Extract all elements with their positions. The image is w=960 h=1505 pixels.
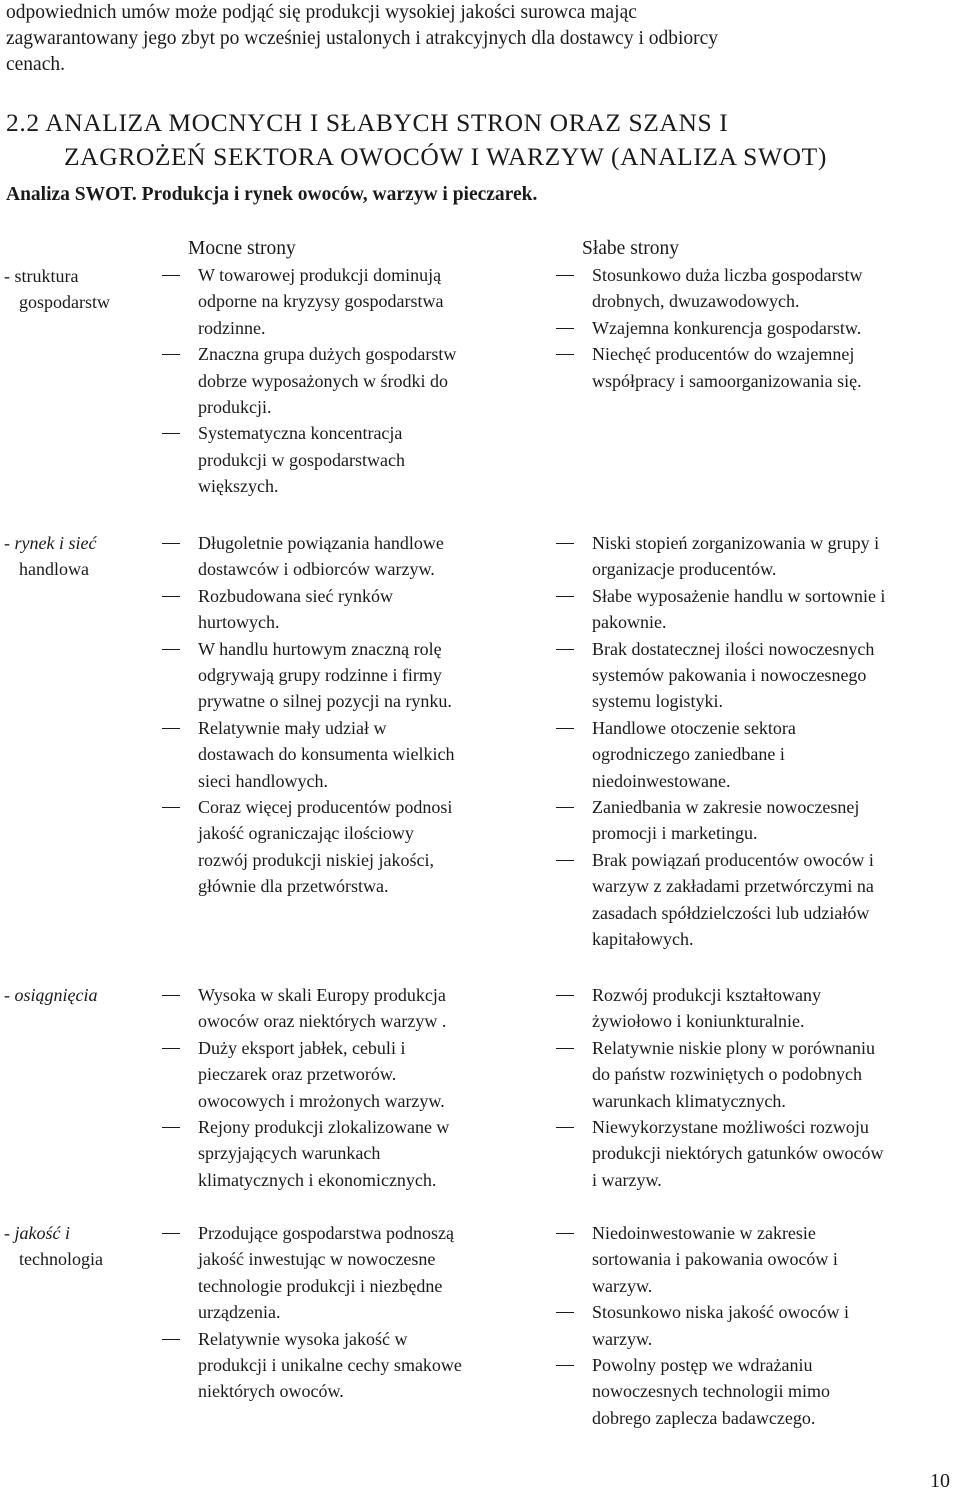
dash-bullet-icon [162, 807, 180, 808]
strengths-column [160, 236, 532, 500]
dash-bullet-icon [556, 1233, 574, 1234]
list-item-line: Coraz więcej producentów podnosi [198, 797, 453, 818]
list-item-line: Słabe wyposażenie handlu w sortownie i [592, 585, 886, 606]
dash-bullet-icon [556, 860, 574, 861]
list-item-line: jakość inwestując w nowoczesne [198, 1249, 436, 1270]
list-item-line: Stosunkowo niska jakość owoców i [592, 1302, 849, 1323]
list-item [160, 530, 532, 583]
list-item [554, 1299, 960, 1352]
list-item-line: dobrze wyposażonych w środki do [198, 370, 448, 391]
list-item [554, 583, 960, 636]
list-item-line: produkcji w gospodarstwach [198, 449, 405, 470]
dash-bullet-icon [556, 1365, 574, 1366]
weaknesses-column [554, 1220, 960, 1431]
list-item-line: Rozbudowana sieć rynków [198, 585, 393, 606]
table-subtitle: Analiza SWOT. Produkcja i rynek owoców, warzyw i pieczarek. [6, 184, 538, 205]
list-item-line: Wzajemna konkurencja gospodarstw. [592, 317, 862, 338]
row-label [4, 1220, 154, 1273]
list-item-line: do państw rozwiniętych o podobnych [592, 1064, 862, 1085]
list-item-line: owoców oraz niektórych warzyw . [198, 1011, 447, 1032]
list-item [554, 1035, 960, 1114]
heading-line: 2.2 ANALIZA MOCNYCH I SŁABYCH STRON ORAZ SZANS I [6, 108, 729, 137]
list-item-line: Relatywnie mały udział w [198, 717, 387, 738]
list-item-line: sortowania i pakowania owoców i [592, 1249, 838, 1270]
strengths-header: Mocne strony [188, 238, 296, 259]
intro-paragraph [6, 0, 954, 78]
list-item-line: produkcji. [198, 397, 272, 418]
list-item [160, 794, 532, 900]
list-item-line: prywatne o silnej pozycji na rynku. [198, 691, 452, 712]
row-label-line: - rynek i sieć [4, 533, 97, 553]
dash-bullet-icon [162, 275, 180, 276]
list-item-line: organizacje producentów. [592, 559, 777, 580]
weaknesses-column [554, 236, 960, 394]
row-label [4, 982, 154, 1008]
list-item-line: Rejony produkcji zlokalizowane w [198, 1117, 450, 1138]
list-item [554, 847, 960, 953]
dash-bullet-icon [556, 1127, 574, 1128]
strengths-column [160, 530, 532, 900]
weaknesses-list [554, 982, 960, 1193]
list-item-line: Brak dostatecznej ilości nowoczesnych [592, 638, 875, 659]
list-item-line: zasadach spółdzielczości lub udziałów [592, 902, 870, 923]
list-item-line: Niewykorzystane możliwości rozwoju [592, 1117, 869, 1138]
dash-bullet-icon [556, 275, 574, 276]
list-item [554, 636, 960, 715]
strengths-list [160, 262, 532, 500]
list-item-line: urządzenia. [198, 1302, 281, 1323]
list-item-line: ogrodniczego zaniedbane i [592, 744, 785, 765]
list-item-line: Niechęć producentów do wzajemnej [592, 344, 855, 365]
intro-line: zagwarantowany jego zbyt po wcześniej ustalonych i atrakcyjnych dla dostawcy i odbiorcy [6, 28, 719, 49]
list-item-line: Znaczna grupa dużych gospodarstw [198, 344, 457, 365]
row-label [4, 263, 154, 316]
list-item [554, 1352, 960, 1431]
list-item [160, 583, 532, 636]
dash-bullet-icon [556, 328, 574, 329]
dash-bullet-icon [162, 354, 180, 355]
list-item-line: Handlowe otoczenie sektora [592, 717, 796, 738]
strengths-column [160, 1220, 532, 1405]
list-item-line: warzyw. [592, 1275, 653, 1296]
list-item-line: Rozwój produkcji kształtowany [592, 985, 821, 1005]
list-item-line: odporne na kryzysy gospodarstwa [198, 291, 444, 312]
list-item-line: większych. [198, 476, 279, 497]
weaknesses-column [554, 530, 960, 953]
dash-bullet-icon [556, 995, 574, 996]
list-item-line: dobrego zaplecza badawczego. [592, 1407, 816, 1428]
list-item [160, 420, 532, 499]
list-item-line: warzyw z zakładami przetwórczymi na [592, 876, 874, 897]
section-heading [6, 106, 954, 174]
heading-line: ZAGROŻEŃ SEKTORA OWOCÓW I WARZYW (ANALIZA SWOT) [64, 142, 827, 171]
list-item-line: W towarowej produkcji dominują [198, 265, 442, 285]
dash-bullet-icon [556, 1048, 574, 1049]
list-item-line: sprzyjających warunkach [198, 1143, 381, 1164]
dash-bullet-icon [162, 543, 180, 544]
dash-bullet-icon [556, 649, 574, 650]
dash-bullet-icon [556, 728, 574, 729]
row-label-line: - jakość i [4, 1223, 70, 1243]
list-item-line: Zaniedbania w zakresie nowoczesnej [592, 797, 860, 818]
list-item [160, 341, 532, 420]
strengths-list [160, 982, 532, 1193]
list-item [160, 1220, 532, 1326]
list-item-line: odgrywają grupy rodzinne i firmy [198, 665, 442, 686]
list-item [554, 530, 960, 583]
list-item [554, 262, 960, 315]
strengths-list [160, 530, 532, 900]
list-item-line: owocowych i mrożonych warzyw. [198, 1090, 445, 1111]
weaknesses-header: Słabe strony [582, 238, 679, 259]
list-item [554, 715, 960, 794]
list-item-line: technologie produkcji i niezbędne [198, 1275, 443, 1296]
list-item-line: rodzinne. [198, 317, 266, 338]
list-item-line: produkcji niektórych gatunków owoców [592, 1143, 884, 1164]
list-item-line: Przodujące gospodarstwa podnoszą [198, 1223, 454, 1243]
row-label-line: handlowa [19, 559, 89, 580]
list-item [554, 341, 960, 394]
list-item-line: i warzyw. [592, 1169, 662, 1190]
list-item-line: Relatywnie wysoka jakość w [198, 1328, 408, 1349]
list-item-line: niedoinwestowane. [592, 770, 731, 791]
list-item-line: żywiołowo i koniunkturalnie. [592, 1011, 805, 1032]
list-item-line: warunkach klimatycznych. [592, 1090, 786, 1111]
dash-bullet-icon [556, 354, 574, 355]
list-item [160, 982, 532, 1035]
list-item [160, 262, 532, 341]
list-item-line: W handlu hurtowym znaczną rolę [198, 638, 442, 659]
dash-bullet-icon [162, 649, 180, 650]
dash-bullet-icon [556, 596, 574, 597]
dash-bullet-icon [162, 1339, 180, 1340]
list-item-line: dostawach do konsumenta wielkich [198, 744, 455, 765]
list-item [160, 715, 532, 794]
list-item [554, 794, 960, 847]
list-item-line: warzyw. [592, 1328, 653, 1349]
strengths-column [160, 982, 532, 1193]
weaknesses-list [554, 262, 960, 394]
row-label-line: - struktura [4, 266, 79, 286]
dash-bullet-icon [162, 728, 180, 729]
list-item-line: klimatycznych i ekonomicznych. [198, 1169, 437, 1190]
list-item-line: Brak powiązań producentów owoców i [592, 849, 874, 870]
dash-bullet-icon [162, 596, 180, 597]
dash-bullet-icon [556, 543, 574, 544]
row-label-line: technologia [19, 1249, 103, 1270]
list-item-line: pakownie. [592, 612, 667, 633]
list-item-line: drobnych, dwuzawodowych. [592, 291, 800, 312]
list-item [160, 1035, 532, 1114]
dash-bullet-icon [162, 1127, 180, 1128]
weaknesses-list [554, 530, 960, 953]
list-item-line: produkcji i unikalne cechy smakowe [198, 1355, 462, 1376]
list-item-line: Niski stopień zorganizowania w grupy i [592, 533, 880, 553]
dash-bullet-icon [162, 995, 180, 996]
list-item-line: jakość ograniczając ilościowy [198, 823, 414, 844]
list-item [554, 982, 960, 1035]
list-item-line: Duży eksport jabłek, cebuli i [198, 1037, 406, 1058]
intro-line: odpowiednich umów może podjąć się produkcji wysokiej jakości surowca mając [6, 2, 637, 23]
list-item-line: systemu logistyki. [592, 691, 724, 712]
list-item [160, 1114, 532, 1193]
list-item-line: systemów pakowania i nowoczesnego [592, 665, 867, 686]
list-item [554, 1114, 960, 1193]
list-item [160, 1326, 532, 1405]
list-item-line: dostawców i odbiorców warzyw. [198, 559, 435, 580]
list-item-line: Długoletnie powiązania handlowe [198, 533, 444, 553]
row-label [4, 530, 154, 583]
weaknesses-list [554, 1220, 960, 1431]
page-number: 10 [930, 1470, 950, 1492]
list-item-line: rozwój produkcji niskiej jakości, [198, 849, 434, 870]
list-item-line: Systematyczna koncentracja [198, 423, 403, 444]
intro-line: cenach. [6, 54, 65, 75]
list-item-line: pieczarek oraz przetworów. [198, 1064, 397, 1085]
dash-bullet-icon [162, 1048, 180, 1049]
dash-bullet-icon [162, 1233, 180, 1234]
row-label-line: - osiągnięcia [4, 985, 98, 1005]
list-item-line: hurtowych. [198, 612, 280, 633]
list-item-line: głównie dla przetwórstwa. [198, 876, 389, 897]
list-item-line: kapitałowych. [592, 929, 694, 950]
strengths-list [160, 1220, 532, 1405]
list-item-line: Niedoinwestowanie w zakresie [592, 1223, 816, 1243]
list-item [554, 1220, 960, 1299]
row-label-line: gospodarstw [19, 292, 110, 313]
list-item [160, 636, 532, 715]
dash-bullet-icon [556, 1312, 574, 1313]
list-item-line: Stosunkowo duża liczba gospodarstw [592, 265, 863, 285]
list-item-line: współpracy i samoorganizowania się. [592, 370, 862, 391]
weaknesses-column [554, 982, 960, 1193]
list-item-line: Wysoka w skali Europy produkcja [198, 985, 446, 1005]
list-item-line: Powolny postęp we wdrażaniu [592, 1355, 813, 1376]
list-item-line: promocji i marketingu. [592, 823, 758, 844]
list-item-line: sieci handlowych. [198, 770, 328, 791]
dash-bullet-icon [162, 433, 180, 434]
list-item-line: nowoczesnych technologii mimo [592, 1381, 830, 1402]
list-item-line: Relatywnie niskie plony w porównaniu [592, 1037, 875, 1058]
list-item-line: niektórych owoców. [198, 1381, 344, 1402]
dash-bullet-icon [556, 807, 574, 808]
list-item [554, 315, 960, 341]
